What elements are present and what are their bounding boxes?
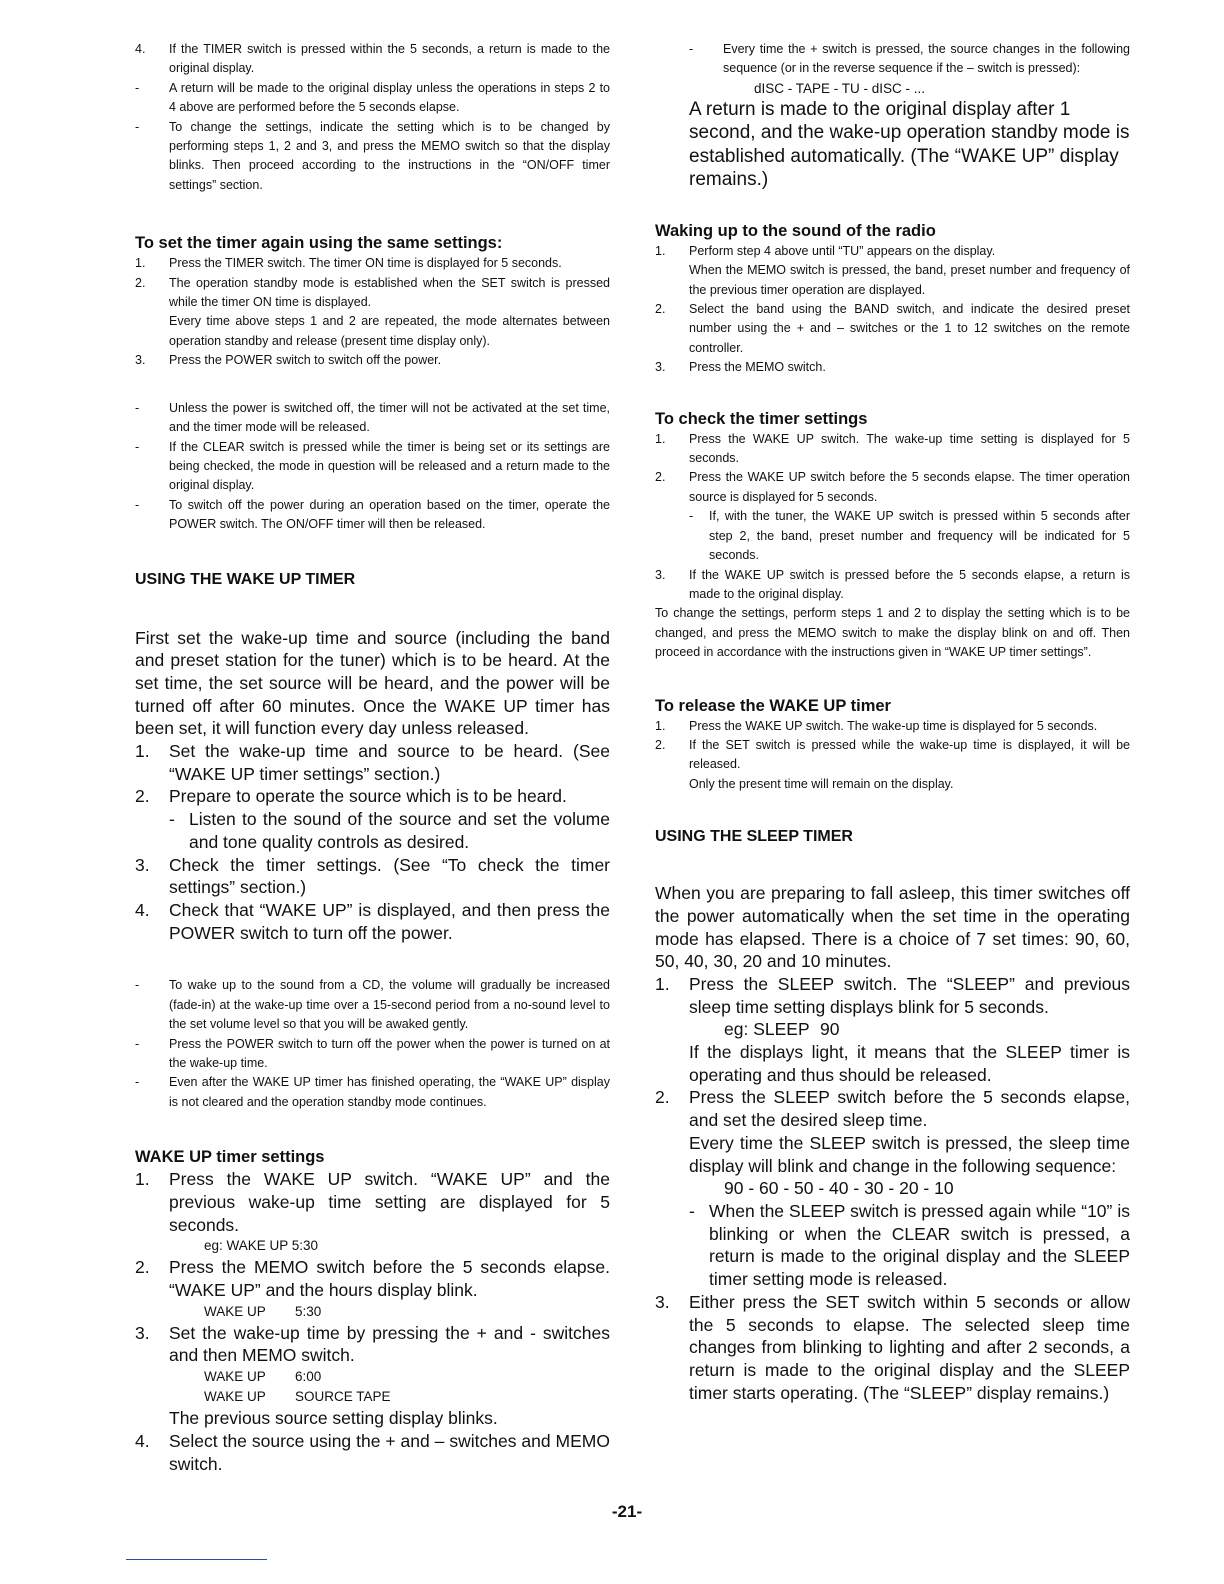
list-item: 1. Press the WAKE UP switch. The wake-up time is displayed for 5 seconds. [655,718,1098,733]
list-item: When the MEMO switch is pressed, the band, preset number and frequency of the previous timer operation are displayed. [689,263,1130,297]
check-settings-heading: To check the timer settings [655,409,868,428]
display-example: eg: SLEEP 90 [724,1019,840,1040]
dash-bullet: - [689,42,694,56]
list-item: 3. Either press the SET switch within 5 seconds or allow the 5 seconds to elapse. The selected sleep time changes from blinking to lighting and after 2 seconds, a return is made to the original display and the SLEEP timer starts operating. (The “SLEEP” display remains.) [655,1291,1130,1403]
same-settings-heading: To set the timer again using the same settings: [135,234,503,253]
list-item: - Even after the WAKE UP timer has finished operating, the “WAKE UP” display is not cleared and the operation standby mode continues. [135,1075,610,1109]
list-item: 3. Set the wake-up time by pressing the + and - switches and then MEMO switch. [135,1322,610,1366]
list-item: 3. If the WAKE UP switch is pressed before the 5 seconds elapse, a return is made to the original display. [655,567,1130,601]
check-steps [655,430,1130,605]
step-number: 2. [135,786,150,807]
list-item: Every time above steps 1 and 2 are repeated, the mode alternates between operation standby and release (present time display only). [169,314,610,348]
list-item: - Listen to the sound of the source and set the volume and tone quality controls as desired. [169,809,610,852]
step-number: 2. [135,1257,150,1278]
wake-up-steps [135,740,610,944]
wake-up-settings-heading: WAKE UP timer settings [135,1148,325,1167]
step-number: 1. [655,431,666,446]
list-item: 1. Press the WAKE UP switch. The wake-up time setting is displayed for 5 seconds. [655,431,1130,466]
list-item: 2. Press the MEMO switch before the 5 seconds elapse. “WAKE UP” and the hours display blink. [135,1257,610,1301]
list-item: 1. Perform step 4 above until “TU” appears on the display. [655,243,996,258]
list-item: 2. Select the band using the BAND switch, and indicate the desired preset number using the + and – switches or the 1 to 12 switches on the remote controller. [655,302,1130,355]
radio-heading: Waking up to the sound of the radio [655,221,936,240]
list-item: - When the SLEEP switch is pressed again while “10” is blinking or when the CLEAR switch is pressed, a return is made to the original display and the SLEEP timer setting mode is released. [689,1201,1130,1290]
release-steps [655,717,1130,795]
display-example: WAKE UP 5:30 [204,1303,322,1319]
list-item: - If the CLEAR switch is pressed while the timer is being set or its settings are being checked, the mode in question will be released and a return made to the original display. [135,439,610,493]
list-item: - To wake up to the sound from a CD, the volume will gradually be increased (fade-in) at the wake-up time over a 15-second period from a no-sound level to the set volume level so that you will be awaked gently. [135,978,610,1032]
sleep-timer-heading: USING THE SLEEP TIMER [655,828,853,846]
list-item: - Unless the power is switched off, the timer will not be activated at the set time, and the timer mode will be released. [135,400,610,435]
wake-up-intro: First set the wake-up time and source (including the band and preset station for the tuner) which is to be heard. At the set time, the set source will be heard, and the power will be turned off after 60 minutes. Once the WAKE UP timer has been set, it will function every day unless released. [135,627,610,739]
step-number: 3. [655,567,666,582]
step-number: 1. [135,741,150,762]
page-number: -21- [611,1502,643,1521]
sleep-steps [655,973,1130,1404]
list-item: - To switch off the power during an operation based on the timer, operate the POWER switch. The ON/OFF timer will then be released. [135,497,610,532]
step-note: If the displays light, it means that the SLEEP timer is operating and thus should be released. [689,1042,1130,1085]
list-item: - A return will be made to the original display unless the operations in steps 2 to 4 above are performed before the 5 seconds elapse. [135,80,610,115]
list-item: 2. The operation standby mode is established when the SET switch is pressed while the timer ON time is displayed. [135,275,610,310]
left-column [135,40,610,1475]
right-column [655,40,1130,1404]
list-item: 4. Select the source using the + and – switches and MEMO switch. [135,1430,610,1474]
list-item: 4. If the TIMER switch is pressed within the 5 seconds, a return is made to the original display. [135,42,610,76]
check-note: To change the settings, perform steps 1 and 2 to display the setting which is to be changed, and press the MEMO switch to make the display blink on and off. Then proceed in accordance with the instructions given in “WAKE UP timer settings”. [655,606,1130,660]
display-example: eg: WAKE UP 5:30 [204,1238,319,1254]
list-item: - If, with the tuner, the WAKE UP switch is pressed within 5 seconds after step 2, the band, preset number and frequency will be indicated for 5 seconds. [689,509,1130,563]
sleep-intro: When you are preparing to fall asleep, this timer switches off the power automatically when the set time in the operating mode has elapsed. There is a choice of 7 set times: 90, 60, 50, 40, 30, 20 and 10 minutes. [655,883,1130,972]
return-note: A return is made to the original display after 1 second, and the wake-up operation standby mode is established automatically. (The “WAKE UP” display remains.) [689,98,1130,191]
step-note: Every time the SLEEP switch is pressed, the sleep time display will blink and change in the following sequence: [689,1132,1130,1176]
list-item: 3. Press the MEMO switch. [655,360,826,375]
step-note: The previous source setting display blinks. [169,1408,498,1429]
step-number: 4. [135,1430,150,1451]
intro-list [135,40,610,195]
display-example: WAKE UP SOURCE TAPE [204,1389,391,1405]
list-item: 3. Press the POWER switch to switch off the power. [135,353,442,368]
sleep-sequence: 90 - 60 - 50 - 40 - 30 - 20 - 10 [724,1178,954,1199]
list-item: 1. Press the SLEEP switch. The “SLEEP” and previous sleep time setting displays blink for 5 seconds. [655,973,1130,1017]
dash-bullet: - [169,809,175,830]
list-item: 2. Press the SLEEP switch before the 5 seconds elapse, and set the desired sleep time. [655,1087,1130,1131]
step-number: 3. [135,1322,150,1343]
step-number: 4. [135,899,150,920]
step-number: 3. [655,1291,670,1312]
wake-up-settings-steps [135,1168,610,1475]
same-settings-steps [135,254,610,370]
list-item: Only the present time will remain on the display. [689,776,954,791]
release-heading: To release the WAKE UP timer [655,696,891,715]
list-item: - To change the settings, indicate the setting which is to be changed by performing steps 1, 2 and 3, and press the MEMO switch so that the display blinks. Then proceed according to the instructions in the “ON/OFF timer settings” section. [135,119,610,192]
step-number: 3. [135,854,150,875]
step-number: 2. [655,1087,670,1108]
list-item: 2. Press the WAKE UP switch before the 5 seconds elapse. The timer operation source is displayed for 5 seconds. [655,470,1130,504]
wake-notes-list [135,976,610,1112]
source-sequence: dISC - TAPE - TU - dISC - ... [754,80,926,96]
list-item: 2. If the SET switch is pressed while the wake-up time is displayed, it will be released. [655,737,1130,772]
list-item: - Every time the + switch is pressed, the source changes in the following sequence (or in the reverse sequence if the – switch is pressed): [689,42,1130,76]
radio-steps [655,242,1130,378]
display-example: WAKE UP 6:00 [204,1369,322,1385]
list-item: - Press the POWER switch to turn off the power when the power is turned on at the wake-up time. [135,1036,610,1070]
list-item: 1. Set the wake-up time and source to be heard. (See “WAKE UP timer settings” section.) [135,741,610,784]
step-number: 2. [655,470,666,485]
notes-list [135,399,610,535]
list-item: 1. Press the WAKE UP switch. “WAKE UP” and the previous wake-up time setting are displayed for 5 seconds. [135,1169,610,1235]
list-item: 1. Press the TIMER switch. The timer ON time is displayed for 5 seconds. [135,256,562,271]
list-item: 2. Prepare to operate the source which is to be heard. [135,786,567,807]
list-item: 3. Check the timer settings. (See “To check the timer settings” section.) [135,854,610,898]
dash-bullet: - [689,509,694,524]
dash-bullet: - [689,1201,695,1221]
step-number: 1. [135,1169,150,1190]
wake-up-timer-heading: USING THE WAKE UP TIMER [135,570,356,588]
footer-rule [126,1559,267,1560]
list-item: 4. Check that “WAKE UP” is displayed, and then press the POWER switch to turn off the power. [135,899,610,943]
step-number: 1. [655,973,670,994]
